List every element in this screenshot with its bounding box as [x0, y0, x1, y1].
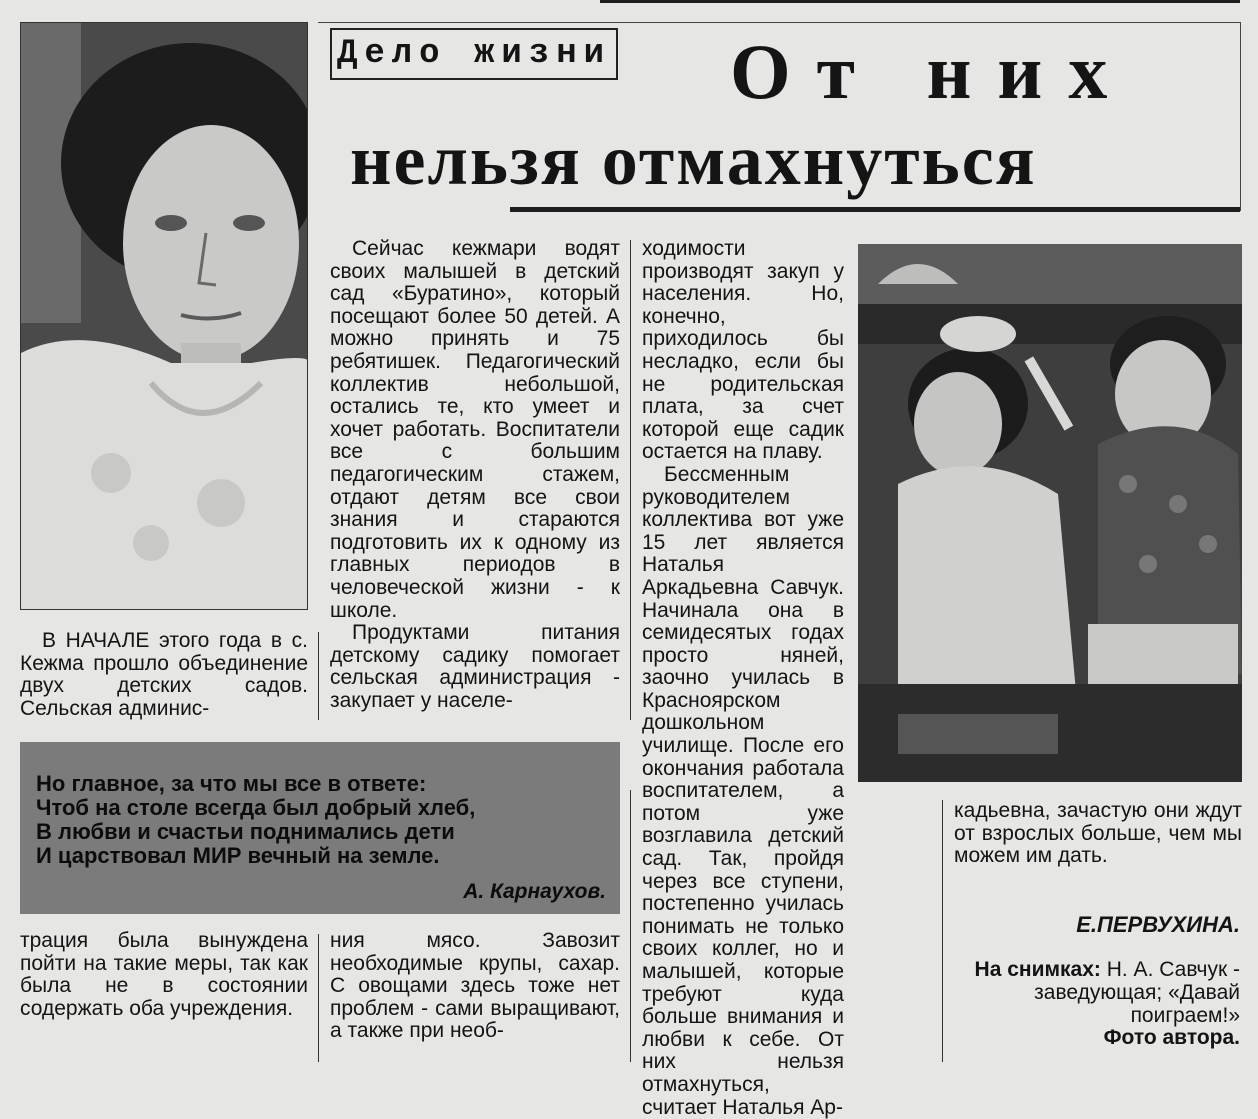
top-rule [600, 0, 1240, 3]
quote-line: Но главное, за что мы все в ответе: [36, 771, 427, 796]
intro-paragraph [20, 630, 308, 720]
headline-line-2: нельзя отмахнуться [350, 120, 1037, 200]
column-2-continuation [330, 930, 620, 1043]
intro-continuation [20, 930, 308, 1020]
article-column-4 [954, 800, 1242, 868]
caption-text: Н. А. Савчук - заведующая; «Давай поиграем!» [1034, 958, 1240, 1027]
portrait-illustration [21, 23, 308, 610]
photo-caption [954, 958, 1240, 1027]
quote-box [20, 742, 620, 914]
children-photo [858, 244, 1242, 782]
column-rule [318, 934, 319, 1062]
headline-underline [510, 207, 1240, 212]
headline-line-1: От них [730, 28, 1134, 115]
author-signature: Е.ПЕРВУХИНА. [1076, 912, 1240, 937]
quote-line: И царствовал МИР вечный на земле. [36, 843, 440, 868]
column-rule [630, 790, 631, 1062]
quote-line: В любви и счастьи поднимались дети [36, 819, 455, 844]
caption-lead: На снимках: [974, 958, 1101, 981]
paragraph: ходимости производят закуп у населения. Но, конечно, приходилось бы несладко, если бы не родительская плата, за счет которой еще садик остается на плаву. [642, 237, 844, 464]
paragraph: Сейчас кежмари водят своих малышей в детский сад «Буратино», который посещают более 50 детей. А можно принять и 75 ребятишек. Педагогический коллектив небольшой, остались те, кто умеет и хочет работать. Воспитатели все с большим педагогическим стажем, отдают детям все свои знания и стараются подготовить их к одному из главных периодов в человеческой жизни - к школе. [330, 237, 620, 622]
rubric-label: Дело жизни [330, 28, 618, 80]
article-column-2 [330, 238, 620, 712]
children-illustration [858, 244, 1242, 782]
paragraph: Бессменным руководителем коллектива вот уже 15 лет является Наталья Аркадьевна Савчук. Начинала она в семидесятых годах просто няней, заочно училась в Красноярском дошкольном училище. После его окончания работала воспитателем, а потом уже возглавила детский сад. Так, пройдя через все ступени, постепенно училась понимать не только своих коллег, но и малышей, которые требуют куда больше внимания и любви к себе. От них нельзя отмахнуться, считает Наталья Ар- [642, 462, 844, 1119]
paragraph: ния мясо. Завозит необходимые крупы, сахар. С овощами здесь тоже нет проблем - сами выращивают, а также при необ- [330, 929, 620, 1043]
column-rule [318, 632, 319, 720]
paragraph: Продуктами питания детскому садику помогает сельская администрация - закупает у населе- [330, 621, 620, 712]
quote-author: А. Карнаухов. [463, 880, 606, 903]
portrait-photo [20, 22, 308, 610]
column-rule [942, 800, 943, 1062]
column-rule [630, 240, 631, 720]
intro-text: В НАЧАЛЕ этого года в с. Кежма прошло объединение двух детских садов. Сельская админис- [20, 629, 308, 720]
paragraph: трация была вынуждена пойти на такие меры, так как была не в состоянии содержать оба учреждения. [20, 929, 308, 1020]
quote-line: Чтоб на столе всегда был добрый хлеб, [36, 795, 476, 820]
photo-credit: Фото автора. [1103, 1026, 1240, 1049]
paragraph: кадьевна, зачастую они ждут от взрослых больше, чем мы можем им дать. [954, 799, 1242, 868]
